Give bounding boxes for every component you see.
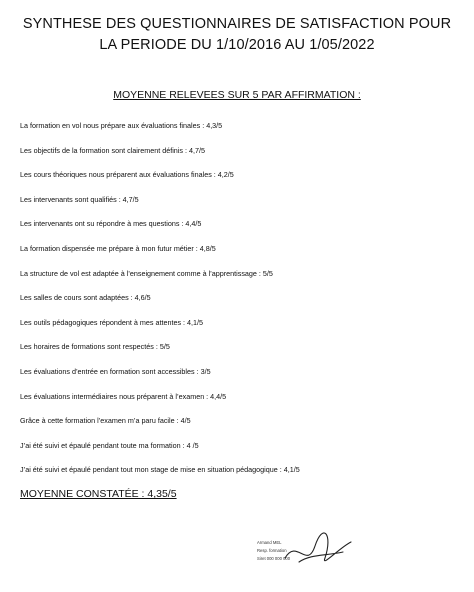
- list-item: Les évaluations d’entrée en formation sont accessibles : 3/5: [20, 366, 211, 376]
- list-item: Les salles de cours sont adaptées : 4,6/5: [20, 293, 151, 303]
- stamp-line-2: Resp. formation: [257, 548, 287, 553]
- section-subtitle: MOYENNE RELEVEES SUR 5 PAR AFFIRMATION :: [113, 89, 361, 101]
- affirmation-list: [20, 120, 460, 489]
- list-item: La formation en vol nous prépare aux évaluations finales : 4,3/5: [20, 121, 223, 130]
- list-item: La structure de vol est adaptée à l’enseignement comme à l’apprentissage : 5/5: [20, 268, 273, 278]
- list-item: Les évaluations intermédiaires nous préparent à l’examen : 4,4/5: [20, 391, 227, 401]
- list-item: Les outils pédagogiques répondent à mes attentes : 4,1/5: [20, 317, 204, 327]
- list-item: Les intervenants sont qualifiés : 4,7/5: [20, 194, 139, 204]
- list-item: Les objectifs de la formation sont clairement définis : 4,7/5: [20, 145, 205, 155]
- list-item: Grâce à cette formation l’examen m’a paru facile : 4/5: [20, 416, 191, 426]
- list-item: La formation dispensée me prépare à mon futur métier : 4,8/5: [20, 243, 216, 253]
- average-score: MOYENNE CONSTATÉE : 4,35/5: [20, 488, 177, 500]
- stamp-line-1: Armand MEL: [257, 540, 282, 545]
- list-item: Les intervenants ont su répondre à mes questions : 4,4/5: [20, 219, 202, 229]
- document-title: [0, 14, 474, 56]
- list-item: Les horaires de formations sont respectés : 5/5: [20, 342, 170, 352]
- signature-scribble: [285, 533, 351, 562]
- title-line-2: LA PERIODE DU 1/10/2016 AU 1/05/2022: [99, 37, 375, 53]
- signature-stamp: [255, 528, 355, 576]
- title-line-1: SYNTHESE DES QUESTIONNAIRES DE SATISFACTION POUR: [22, 16, 452, 32]
- list-item: Les cours théoriques nous préparent aux évaluations finales : 4,2/5: [20, 170, 234, 180]
- list-item: J’ai été suivi et épaulé pendant toute ma formation : 4 /5: [20, 440, 199, 450]
- stamp-line-3: Siret 000 000 000: [257, 556, 291, 561]
- list-item: J’ai été suivi et épaulé pendant tout mon stage de mise en situation pédagogique : 4,1/5: [20, 465, 300, 475]
